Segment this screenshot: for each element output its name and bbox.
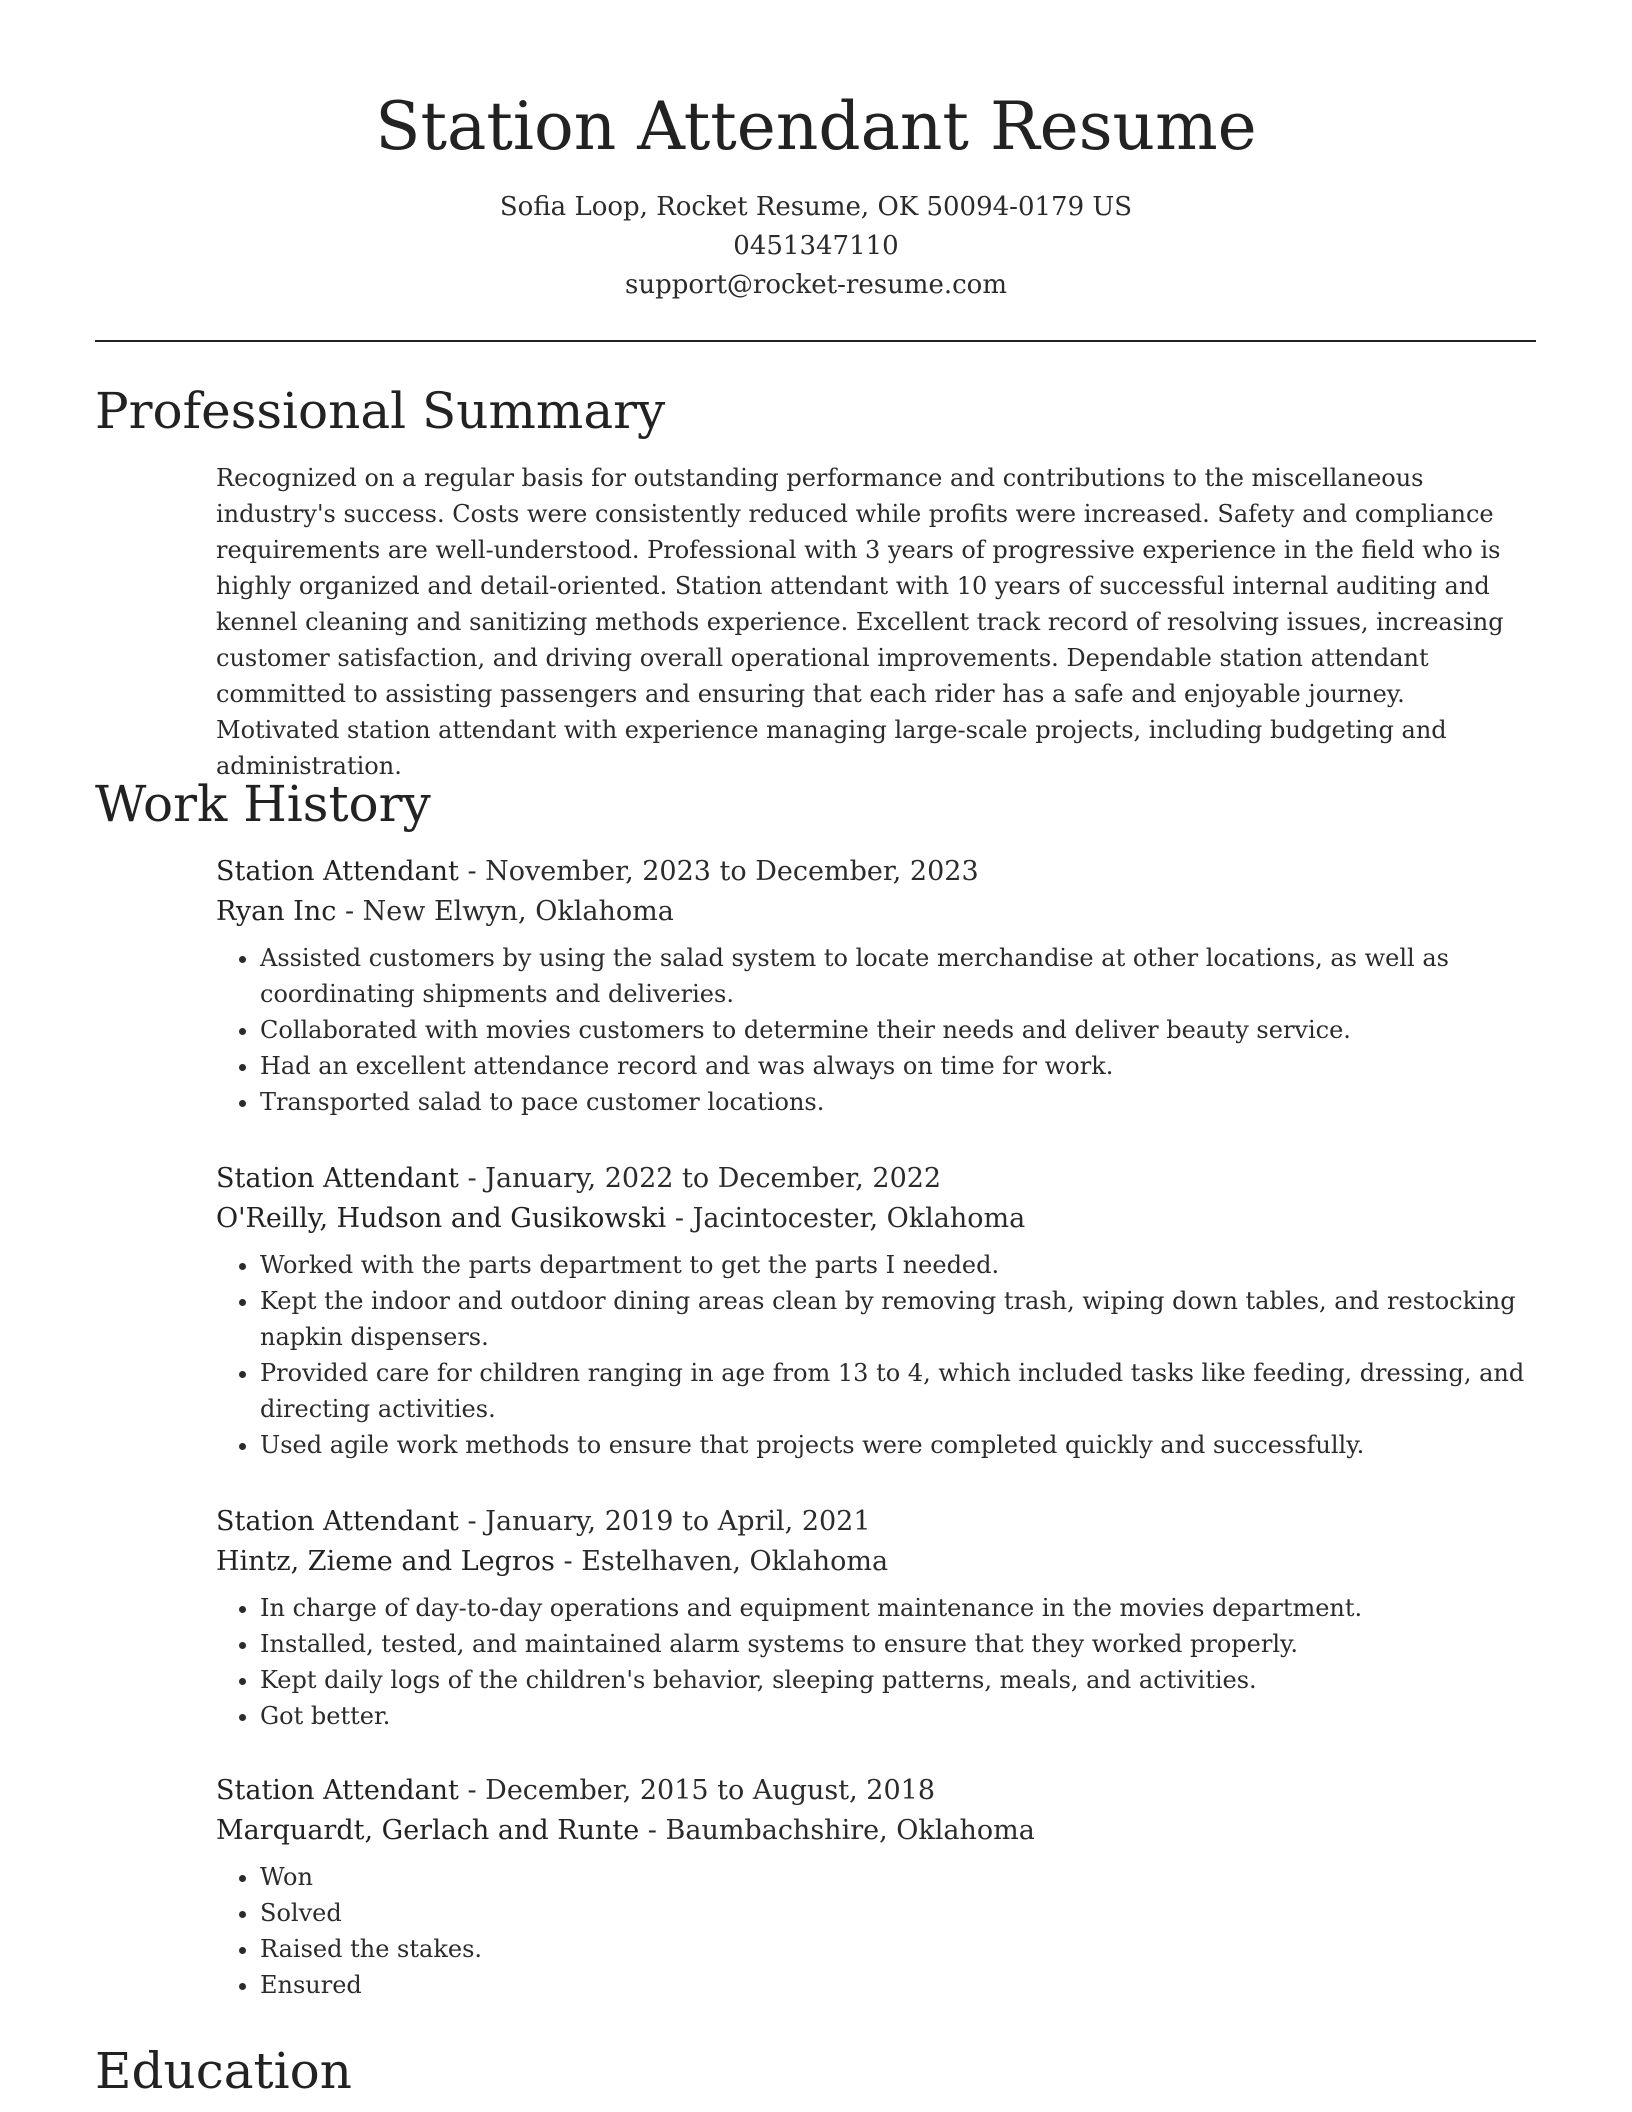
job-title: Station Attendant (216, 1163, 459, 1194)
job-bullet: • Kept daily logs of the children's behavior, sleeping patterns, meals, and activities. (260, 1662, 1534, 1698)
job-bullet: • Provided care for children ranging in age from 13 to 4, which included tasks like feeding, dressing, and directing activities. (260, 1355, 1534, 1427)
job-title: Station Attendant (216, 856, 459, 887)
job-location: - Estelhaven, Oklahoma (563, 1546, 889, 1577)
job-location: - New Elwyn, Oklahoma (344, 896, 674, 927)
job-dates: - November, 2023 to December, 2023 (467, 856, 979, 887)
resume-title: Station Attendant Resume (375, 88, 1257, 165)
job-entry (216, 1502, 1534, 1734)
job-company-line (216, 1811, 1534, 1851)
professional-summary-text: Recognized on a regular basis for outstanding performance and contributions to the miscellaneous industry's success. Costs were consistently reduced while profits were increased. Safety and compliance requirements are well-understood. Professional with 3 years of progressive experience in the field who is highly organized and detail-oriented. Station attendant with 10 years of successful internal auditing and kennel cleaning and sanitizing methods experience. Excellent track record of resolving issues, increasing customer satisfaction, and driving overall operational improvements. Dependable station attendant committed to assisting passengers and ensuring that each rider has a safe and enjoyable journey. Motivated station attendant with experience managing large-scale projects, including budgeting and administration. (216, 464, 1504, 780)
job-bullets (216, 1247, 1534, 1463)
resume-header (0, 0, 1632, 305)
job-company: Ryan Inc (216, 896, 337, 927)
job-bullet: • Used agile work methods to ensure that projects were completed quickly and successfully. (260, 1427, 1534, 1463)
job-entry (216, 1771, 1534, 2003)
job-company: O'Reilly, Hudson and Gusikowski (216, 1203, 667, 1234)
job-company-line (216, 1199, 1534, 1239)
job-title-line (216, 1159, 1534, 1199)
contact-address: Sofia Loop, Rocket Resume, OK 50094-0179 US (499, 192, 1133, 222)
job-bullets (216, 940, 1534, 1120)
job-bullet: • Assisted customers by using the salad system to locate merchandise at other locations, as well as coordinating shipments and deliveries. (260, 940, 1534, 1012)
job-company: Hintz, Zieme and Legros (216, 1546, 555, 1577)
job-bullet: • Got better. (260, 1698, 1534, 1734)
job-company-line (216, 892, 1534, 932)
job-bullets (216, 1590, 1534, 1734)
job-dates: - January, 2022 to December, 2022 (467, 1163, 942, 1194)
job-location: - Baumbachshire, Oklahoma (647, 1815, 1035, 1846)
contact-email: support@rocket-resume.com (624, 270, 1007, 300)
job-bullet: • In charge of day-to-day operations and equipment maintenance in the movies department. (260, 1590, 1534, 1626)
job-bullets (216, 1859, 1534, 2003)
job-company-line (216, 1542, 1534, 1582)
job-bullet: • Raised the stakes. (260, 1931, 1534, 1967)
job-entry (216, 852, 1534, 1120)
job-entry (216, 1159, 1534, 1463)
job-bullet: • Transported salad to pace customer locations. (260, 1084, 1534, 1120)
job-bullet: • Solved (260, 1895, 1534, 1931)
job-bullet: • Worked with the parts department to get the parts I needed. (260, 1247, 1534, 1283)
job-title-line (216, 1502, 1534, 1542)
job-dates: - December, 2015 to August, 2018 (467, 1775, 935, 1806)
job-bullet: • Installed, tested, and maintained alarm systems to ensure that they worked properly. (260, 1626, 1534, 1662)
job-bullet: • Had an excellent attendance record and was always on time for work. (260, 1048, 1534, 1084)
job-location: - Jacintocester, Oklahoma (674, 1203, 1026, 1234)
header-divider (95, 340, 1536, 342)
job-bullet: • Collaborated with movies customers to determine their needs and deliver beauty service. (260, 1012, 1534, 1048)
job-bullet: • Won (260, 1859, 1534, 1895)
job-title-line (216, 852, 1534, 892)
job-company: Marquardt, Gerlach and Runte (216, 1815, 640, 1846)
job-title-line (216, 1771, 1534, 1811)
contact-phone: 0451347110 (733, 231, 899, 261)
job-bullet: • Ensured (260, 1967, 1534, 2003)
work-history-heading: Work History (95, 775, 431, 833)
job-bullet: • Kept the indoor and outdoor dining areas clean by removing trash, wiping down tables, and restocking napkin dispensers. (260, 1283, 1534, 1355)
job-title: Station Attendant (216, 1506, 459, 1537)
education-heading: Education (95, 2042, 352, 2100)
professional-summary-heading: Professional Summary (95, 382, 666, 440)
job-dates: - January, 2019 to April, 2021 (467, 1506, 871, 1537)
contact-block (0, 188, 1632, 305)
job-title: Station Attendant (216, 1775, 459, 1806)
